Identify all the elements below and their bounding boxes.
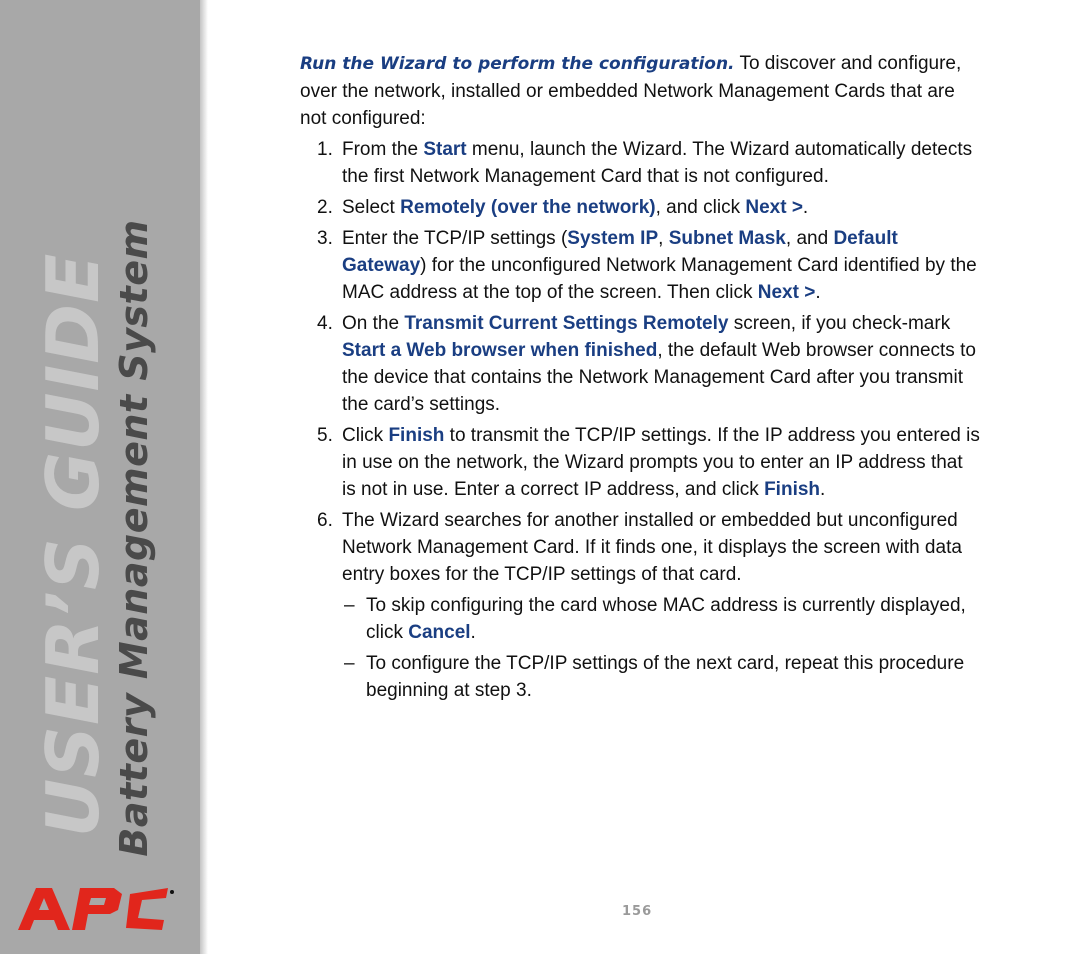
step-text: to transmit the TCP/IP settings. If the IP address you entered is in use on the network, the Wizard prompts you to enter an IP address that is not in use. Enter a correct IP address, and click bbox=[342, 425, 980, 500]
guide-title: USER’S GUIDE bbox=[31, 252, 115, 838]
ui-term: Finish bbox=[388, 425, 445, 446]
ui-term: Subnet Mask bbox=[668, 228, 786, 249]
step-number: 4. bbox=[317, 313, 333, 334]
ui-term: Finish bbox=[764, 479, 821, 500]
step-text: , the default Web browser connects to the device that contains the Network Management Card after you transmit the card’s settings. bbox=[342, 340, 976, 415]
ui-term: Next > bbox=[745, 197, 803, 218]
substep-skip bbox=[342, 592, 980, 646]
step-3 bbox=[300, 225, 980, 306]
substep-text: To skip configuring the card whose MAC address is currently displayed, click bbox=[366, 595, 966, 643]
step-text: . bbox=[820, 479, 826, 500]
step-text: menu, launch the Wizard. The Wizard automatically detects the first Network Management Card that is not configured. bbox=[342, 139, 973, 187]
step-number: 1. bbox=[317, 139, 333, 160]
main-content bbox=[300, 50, 980, 708]
step-text: On the bbox=[342, 313, 405, 334]
step-number: 6. bbox=[317, 510, 333, 531]
ui-term: Start a Web browser when finished bbox=[342, 340, 658, 361]
step-text: ) for the unconfigured Network Management Card identified by the MAC address at the top of the screen. Then click bbox=[342, 255, 977, 303]
ui-term: Transmit Current Settings Remotely bbox=[404, 313, 729, 334]
step-text: Select bbox=[342, 197, 401, 218]
step-text: From the bbox=[342, 139, 424, 160]
step-text: Enter the TCP/IP settings ( bbox=[342, 228, 568, 249]
step-text: The Wizard searches for another installed or embedded but unconfigured Network Management Card. If it finds one, it displays the screen with data entry boxes for the TCP/IP settings of that card. bbox=[342, 510, 962, 585]
step-6 bbox=[300, 507, 980, 704]
dash-bullet: – bbox=[344, 595, 355, 616]
step-number: 3. bbox=[317, 228, 333, 249]
ui-term: Next > bbox=[757, 282, 816, 303]
sidebar-shadow bbox=[200, 0, 208, 954]
step-text: . bbox=[802, 197, 809, 218]
page-number: 156 bbox=[622, 904, 653, 919]
ui-term: Cancel bbox=[408, 622, 471, 643]
substeps-list bbox=[342, 592, 980, 704]
product-name: Battery Management System bbox=[112, 219, 156, 857]
substep-text: . bbox=[470, 622, 476, 643]
ui-term: Start bbox=[423, 139, 467, 160]
ui-term: Default Gateway bbox=[342, 228, 898, 276]
step-1 bbox=[300, 136, 980, 190]
step-number: 2. bbox=[317, 197, 333, 218]
step-text: , and click bbox=[655, 197, 746, 218]
dash-bullet: – bbox=[344, 653, 355, 674]
steps-list bbox=[300, 136, 980, 704]
intro-paragraph bbox=[300, 50, 980, 132]
step-5 bbox=[300, 422, 980, 503]
step-number: 5. bbox=[317, 425, 333, 446]
intro-text: To discover and configure, over the network, installed or embedded Network Management Cards that are not configured: bbox=[300, 53, 962, 129]
step-text: , bbox=[658, 228, 669, 249]
apc-logo bbox=[18, 886, 178, 932]
step-text: Click bbox=[342, 425, 389, 446]
step-4 bbox=[300, 310, 980, 418]
step-2 bbox=[300, 194, 980, 221]
step-text: screen, if you check-mark bbox=[728, 313, 951, 334]
ui-term: System IP bbox=[567, 228, 659, 249]
step-text: , and bbox=[785, 228, 834, 249]
ui-term: Remotely (over the network) bbox=[400, 197, 656, 218]
step-text: . bbox=[815, 282, 821, 303]
substep-repeat bbox=[342, 650, 980, 704]
intro-heading: Run the Wizard to perform the configuration. bbox=[300, 54, 735, 74]
substep-text: To configure the TCP/IP settings of the next card, repeat this procedure beginning at step 3. bbox=[366, 653, 965, 701]
